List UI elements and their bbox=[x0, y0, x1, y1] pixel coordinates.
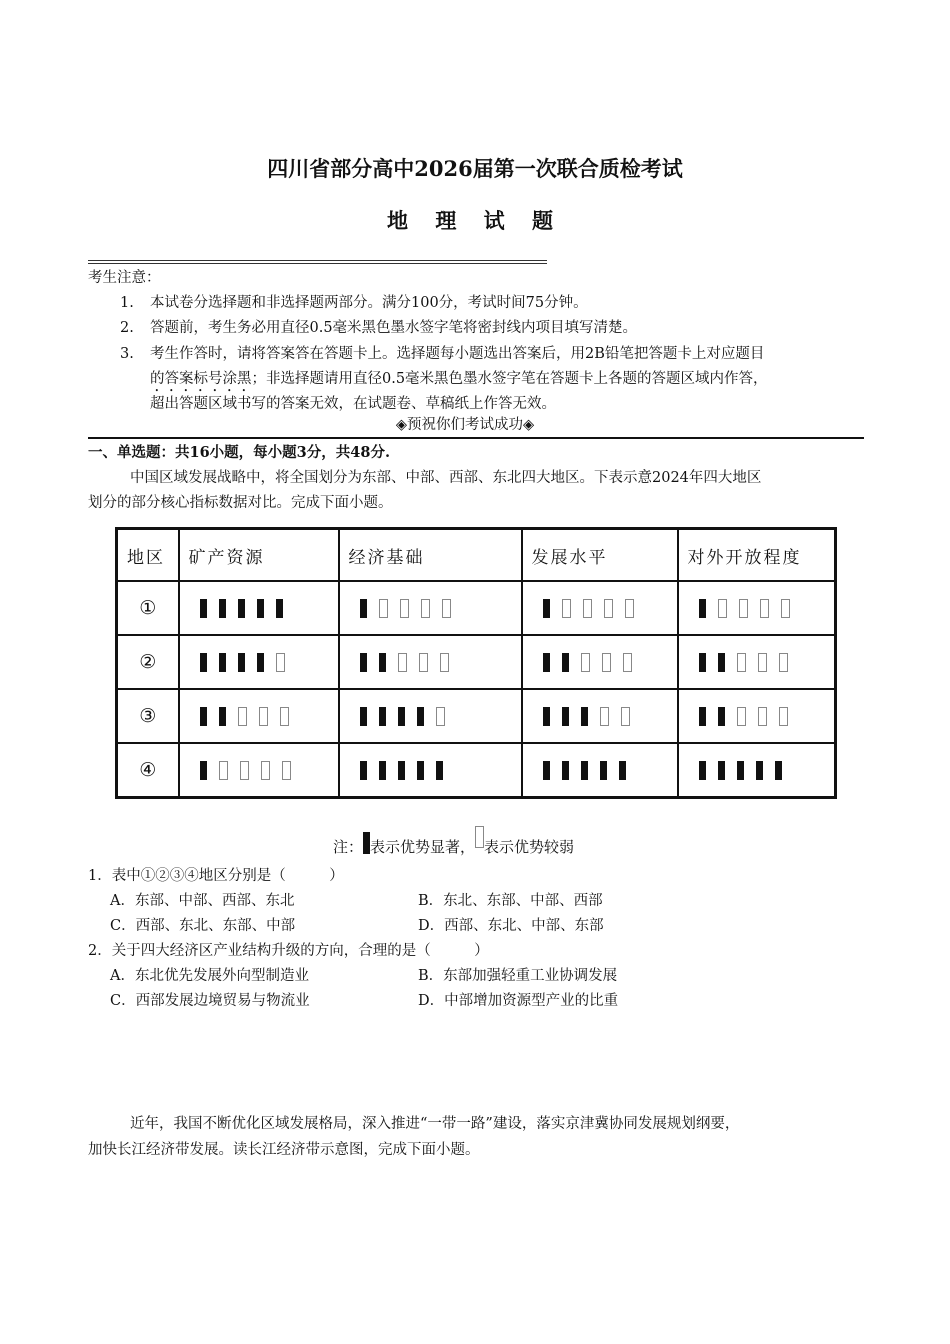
rating-marks bbox=[523, 707, 677, 726]
strong-mark bbox=[718, 653, 725, 672]
header-rule-bottom bbox=[88, 263, 547, 264]
strong-mark bbox=[562, 761, 569, 780]
weak-mark bbox=[602, 653, 611, 672]
weak-mark bbox=[621, 707, 630, 726]
question-2-option-d: D．中部增加资源型产业的比重 bbox=[418, 993, 619, 1009]
table-row bbox=[117, 635, 836, 689]
strong-mark bbox=[276, 599, 283, 618]
exam-subtitle: 地 理 试 题 bbox=[387, 208, 563, 233]
strong-mark bbox=[543, 599, 550, 618]
strong-mark bbox=[379, 761, 386, 780]
rating-marks bbox=[679, 707, 835, 726]
strong-mark bbox=[360, 761, 367, 780]
strong-mark bbox=[718, 761, 725, 780]
table-row bbox=[117, 581, 836, 635]
strong-mark bbox=[219, 707, 226, 726]
notice-item-3-line2-rest: ；非选择题请用直径0.5毫米黑色墨水签字笔在答题卡上各题的答题区域内作答， bbox=[251, 371, 768, 387]
notice-item-3-line2 bbox=[150, 369, 768, 395]
section1-heading: 一、单选题：共16小题，每小题3分，共48分. bbox=[88, 444, 390, 461]
weak-mark bbox=[562, 599, 571, 618]
strong-mark bbox=[756, 761, 763, 780]
notice-item-2-text: 答题前，考生务必用直径0.5毫米黑色墨水签字笔将密封线内项目填写清楚。 bbox=[150, 320, 638, 336]
rating-marks bbox=[180, 599, 338, 618]
weak-mark bbox=[760, 599, 769, 618]
header-region: 地区 bbox=[117, 529, 179, 582]
weak-mark bbox=[442, 599, 451, 618]
strong-mark bbox=[543, 707, 550, 726]
strong-mark bbox=[699, 599, 706, 618]
rating-cell bbox=[678, 635, 836, 689]
strong-mark bbox=[200, 653, 207, 672]
rating-cell bbox=[522, 581, 678, 635]
weak-mark bbox=[419, 653, 428, 672]
rating-marks bbox=[340, 761, 521, 780]
weak-mark bbox=[379, 599, 388, 618]
strong-mark bbox=[200, 761, 207, 780]
emphasis-text: 的答案标号涂黑 bbox=[150, 371, 252, 387]
table-legend bbox=[333, 826, 574, 857]
strong-mark bbox=[360, 599, 367, 618]
weak-mark bbox=[398, 653, 407, 672]
table-row bbox=[117, 743, 836, 798]
rating-cell bbox=[339, 743, 522, 798]
rating-marks bbox=[180, 653, 338, 672]
notice-item-1-text: 本试卷分选择题和非选择题两部分。满分100分，考试时间75分钟。 bbox=[150, 295, 588, 311]
weak-mark bbox=[718, 599, 727, 618]
strong-mark bbox=[562, 653, 569, 672]
strong-mark bbox=[417, 761, 424, 780]
strong-mark bbox=[360, 653, 367, 672]
weak-mark bbox=[421, 599, 430, 618]
weak-mark bbox=[240, 761, 249, 780]
rating-cell bbox=[179, 581, 339, 635]
strong-mark bbox=[238, 599, 245, 618]
strong-mark bbox=[379, 707, 386, 726]
rating-marks bbox=[180, 707, 338, 726]
legend-prefix: 注： bbox=[333, 838, 364, 856]
rating-cell bbox=[339, 581, 522, 635]
rating-marks bbox=[523, 599, 677, 618]
header-minerals: 矿产资源 bbox=[179, 529, 339, 582]
weak-mark bbox=[276, 653, 285, 672]
strong-mark bbox=[619, 761, 626, 780]
rating-marks bbox=[523, 653, 677, 672]
question-1-option-d: D．西部、东北、中部、东部 bbox=[418, 918, 604, 934]
rating-cell bbox=[339, 635, 522, 689]
strong-mark bbox=[379, 653, 386, 672]
strong-mark bbox=[581, 761, 588, 780]
rating-cell bbox=[678, 743, 836, 798]
weak-mark bbox=[737, 653, 746, 672]
question-1-option-a: A．东部、中部、西部、东北 bbox=[110, 893, 295, 909]
rating-cell bbox=[678, 581, 836, 635]
weak-mark bbox=[238, 707, 247, 726]
region-label: ① bbox=[117, 581, 179, 635]
strong-mark bbox=[200, 599, 207, 618]
wish-text: ◈预祝你们考试成功◈ bbox=[395, 417, 535, 433]
header-rule-top bbox=[88, 260, 547, 261]
weak-mark bbox=[739, 599, 748, 618]
rating-marks bbox=[679, 761, 835, 780]
question-1-option-c: C．西部、东北、东部、中部 bbox=[110, 918, 296, 934]
strong-mark bbox=[543, 653, 550, 672]
notice-heading: 考生注意： bbox=[88, 270, 161, 286]
section1-intro-line2: 划分的部分核心指标数据对比。完成下面小题。 bbox=[88, 495, 393, 511]
strong-mark bbox=[257, 653, 264, 672]
weak-mark bbox=[280, 707, 289, 726]
rating-marks bbox=[180, 761, 338, 780]
table-row bbox=[117, 689, 836, 743]
strong-mark bbox=[360, 707, 367, 726]
question-2-option-a: A．东北优先发展外向型制造业 bbox=[110, 968, 309, 984]
header-openness: 对外开放程度 bbox=[678, 529, 836, 582]
weak-mark bbox=[758, 707, 767, 726]
rating-marks bbox=[340, 653, 521, 672]
strong-mark bbox=[775, 761, 782, 780]
legend-strong-text: 表示优势显著， bbox=[370, 838, 476, 856]
strong-mark bbox=[219, 599, 226, 618]
rating-marks bbox=[523, 761, 677, 780]
rating-cell bbox=[339, 689, 522, 743]
rating-cell bbox=[179, 689, 339, 743]
section1-intro-line1: 中国区域发展战略中，将全国划分为东部、中部、西部、东北四大地区。下表示意2024年四大地区 bbox=[130, 470, 762, 486]
weak-mark bbox=[436, 707, 445, 726]
weak-mark bbox=[758, 653, 767, 672]
rating-marks bbox=[340, 707, 521, 726]
notice-item-1-num: 1. bbox=[120, 295, 134, 311]
weak-mark bbox=[583, 599, 592, 618]
rating-marks bbox=[679, 599, 835, 618]
exam-title: 四川省部分高中2026届第一次联合质检考试 bbox=[267, 156, 683, 181]
passage2-line1: 近年，我国不断优化区域发展格局，深入推进“一带一路”建设，落实京津冀协同发展规划纲要， bbox=[130, 1116, 740, 1132]
strong-mark bbox=[543, 761, 550, 780]
rating-cell bbox=[522, 743, 678, 798]
strong-mark bbox=[436, 761, 443, 780]
question-2-option-c: C．西部发展边境贸易与物流业 bbox=[110, 993, 310, 1009]
question-2-stem: 2．关于四大经济区产业结构升级的方向，合理的是（ ） bbox=[88, 943, 489, 959]
header-development: 发展水平 bbox=[522, 529, 678, 582]
weak-mark bbox=[440, 653, 449, 672]
strong-mark bbox=[417, 707, 424, 726]
strong-mark bbox=[398, 761, 405, 780]
rating-cell bbox=[678, 689, 836, 743]
table-header-row bbox=[117, 529, 836, 582]
weak-mark bbox=[779, 653, 788, 672]
strong-mark bbox=[699, 761, 706, 780]
strong-mark bbox=[200, 707, 207, 726]
strong-mark bbox=[219, 653, 226, 672]
strong-mark bbox=[737, 761, 744, 780]
legend-weak-text: 表示优势较弱 bbox=[484, 838, 575, 856]
weak-mark bbox=[625, 599, 634, 618]
strong-mark bbox=[699, 653, 706, 672]
strong-mark bbox=[562, 707, 569, 726]
passage2-line2: 加快长江经济带发展。读长江经济带示意图，完成下面小题。 bbox=[88, 1142, 480, 1158]
question-1-option-b: B．东北、东部、中部、西部 bbox=[418, 893, 603, 909]
strong-mark bbox=[581, 707, 588, 726]
rating-cell bbox=[522, 635, 678, 689]
indicator-table bbox=[115, 527, 837, 799]
region-label: ③ bbox=[117, 689, 179, 743]
weak-mark bbox=[400, 599, 409, 618]
weak-mark bbox=[259, 707, 268, 726]
weak-mark bbox=[282, 761, 291, 780]
weak-mark bbox=[779, 707, 788, 726]
weak-mark bbox=[781, 599, 790, 618]
region-label: ④ bbox=[117, 743, 179, 798]
strong-mark bbox=[600, 761, 607, 780]
rating-cell bbox=[522, 689, 678, 743]
rating-marks bbox=[679, 653, 835, 672]
strong-mark bbox=[257, 599, 264, 618]
notice-item-3-line3: 超出答题区域书写的答案无效，在试题卷、草稿纸上作答无效。 bbox=[150, 396, 556, 412]
strong-mark bbox=[699, 707, 706, 726]
strong-mark bbox=[398, 707, 405, 726]
weak-mark bbox=[623, 653, 632, 672]
weak-mark-icon bbox=[475, 826, 484, 848]
strong-mark bbox=[238, 653, 245, 672]
notice-item-3-num: 3. bbox=[120, 346, 134, 362]
notice-item-2-num: 2. bbox=[120, 320, 134, 336]
weak-mark bbox=[604, 599, 613, 618]
strong-mark-icon bbox=[363, 832, 370, 854]
weak-mark bbox=[600, 707, 609, 726]
weak-mark bbox=[581, 653, 590, 672]
section-divider bbox=[88, 437, 864, 439]
weak-mark bbox=[737, 707, 746, 726]
question-1-stem: 1．表中①②③④地区分别是（ ） bbox=[88, 868, 344, 884]
weak-mark bbox=[219, 761, 228, 780]
rating-cell bbox=[179, 635, 339, 689]
notice-item-3-line1: 考生作答时，请将答案答在答题卡上。选择题每小题选出答案后，用2B铅笔把答题卡上对应题目 bbox=[150, 346, 765, 362]
strong-mark bbox=[718, 707, 725, 726]
rating-marks bbox=[340, 599, 521, 618]
question-2-option-b: B．东部加强轻重工业协调发展 bbox=[418, 968, 618, 984]
rating-cell bbox=[179, 743, 339, 798]
header-economy: 经济基础 bbox=[339, 529, 522, 582]
weak-mark bbox=[261, 761, 270, 780]
region-label: ② bbox=[117, 635, 179, 689]
